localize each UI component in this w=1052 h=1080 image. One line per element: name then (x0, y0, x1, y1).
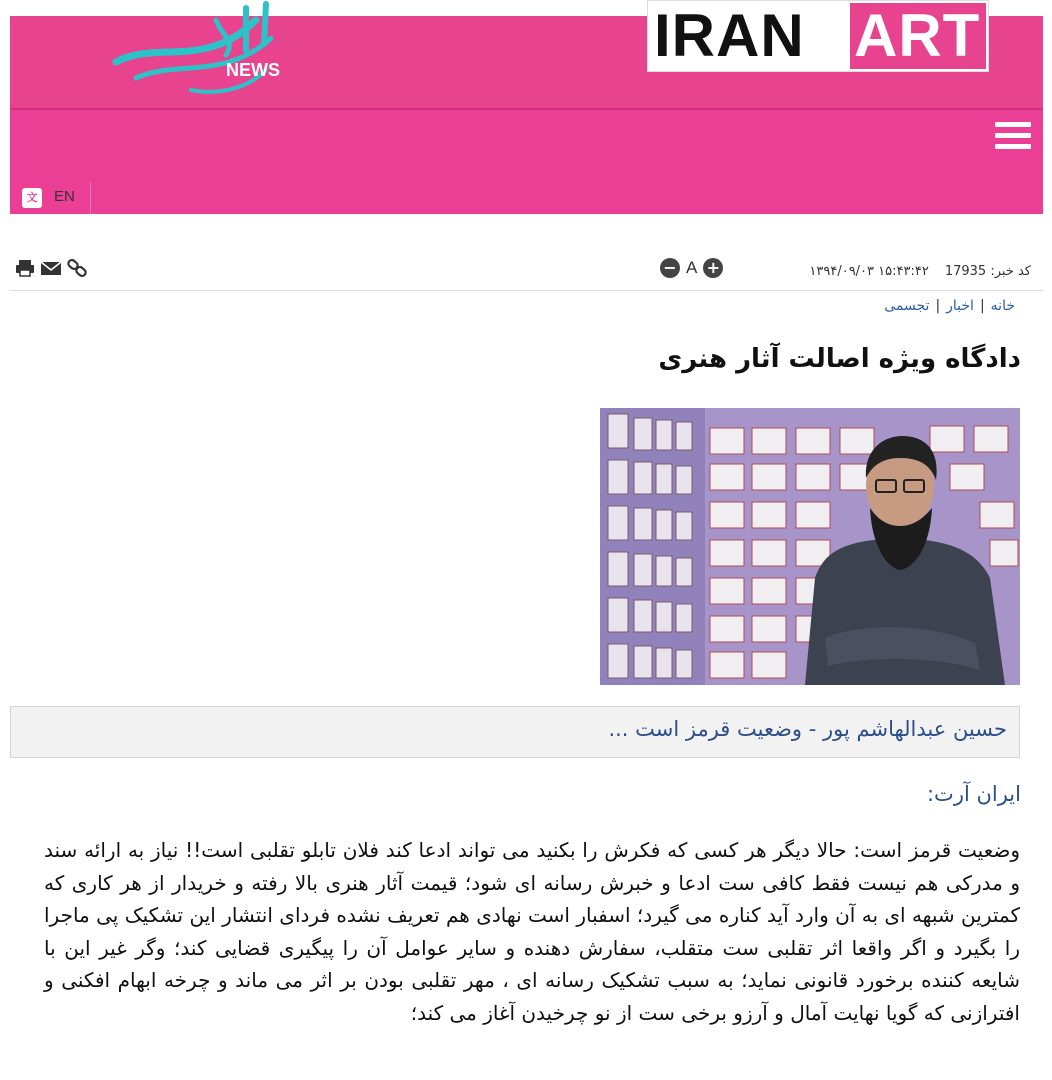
share-icons (14, 258, 88, 278)
breadcrumb-news[interactable]: اخبار (946, 298, 974, 314)
news-code-label: کد خبر: (990, 264, 1031, 279)
article-photo (600, 408, 1020, 685)
breadcrumb-separator: | (979, 298, 985, 314)
article-toolbar (10, 250, 1043, 291)
article-lead: حسین عبدالهاشم پور - وضعیت قرمز است ... (608, 717, 1007, 741)
photo-illustration (600, 408, 1020, 685)
font-increase-button[interactable]: + (703, 258, 723, 278)
article-source: ایران آرت: (926, 782, 1021, 806)
breadcrumb (884, 298, 1015, 314)
language-label: EN (54, 188, 75, 205)
breadcrumb-separator: | (935, 298, 941, 314)
font-size-controls (660, 258, 723, 278)
hamburger-menu-icon[interactable] (995, 122, 1031, 152)
language-switch[interactable] (10, 182, 91, 214)
font-decrease-button[interactable]: − (660, 258, 680, 278)
article-lead-box (10, 706, 1020, 758)
iranart-logo[interactable] (647, 0, 989, 72)
font-size-label: A (686, 258, 698, 277)
logo-iran-text: IRAN (654, 2, 805, 69)
article-datetime: ۱۵:۴۳:۴۲ ۱۳۹۴/۰۹/۰۳ (809, 264, 929, 279)
breadcrumb-visual-arts[interactable]: تجسمی (884, 298, 930, 314)
logo-art-text: ART (854, 2, 981, 69)
email-icon[interactable] (40, 258, 62, 278)
breadcrumb-home[interactable]: خانه (990, 298, 1015, 314)
article-meta (809, 264, 1031, 279)
calligraphy-logo-icon (96, 0, 286, 110)
translate-icon: 文 (22, 188, 42, 208)
news-code (945, 264, 1031, 279)
site-header (10, 2, 1043, 214)
article-body: وضعیت قرمز است: حالا دیگر هر کسی که فکرش را بکنید می تواند ادعا کند فلان تابلو تقلبی است!! نیاز به ارائه سند و مدرکی هم نیست فقط کافی ست ادعا و خبرش رسانه ای شود؛ قیمت آثار هنری بالا رفته و خریدار از هر کاری که کمترین شبهه ای به آن وارد آید کناره می گیرد؛ اسفبار است نهادی هم تعریف نشده فردای انتشار این تشکیک پی ماجرا را بگیرد و اگر واقعا اثر تقلبی ست متقلب، سفارش دهنده و سایر عوامل آن را پیگیری قضایی کند؛ وگر غیر این با شایعه کننده برخورد قانونی نماید؛ به سبب تشکیک رسانه ای ، مهر تقلبی بودن بر اثر می ماند و چرخه ابهام افکنی و افترازنی که گویا نهایت آمال و آرزو برخی ست از نو چرخیدن آغاز می کند؛ (44, 838, 1020, 1025)
news-label: NEWS (226, 60, 280, 80)
page (10, 0, 1043, 1080)
article-title: دادگاه ویژه اصالت آثار هنری (658, 344, 1021, 374)
link-icon[interactable] (66, 258, 88, 278)
print-icon[interactable] (14, 258, 36, 278)
iranart-news-logo[interactable] (96, 0, 286, 110)
news-code-value: 17935 (944, 264, 987, 279)
